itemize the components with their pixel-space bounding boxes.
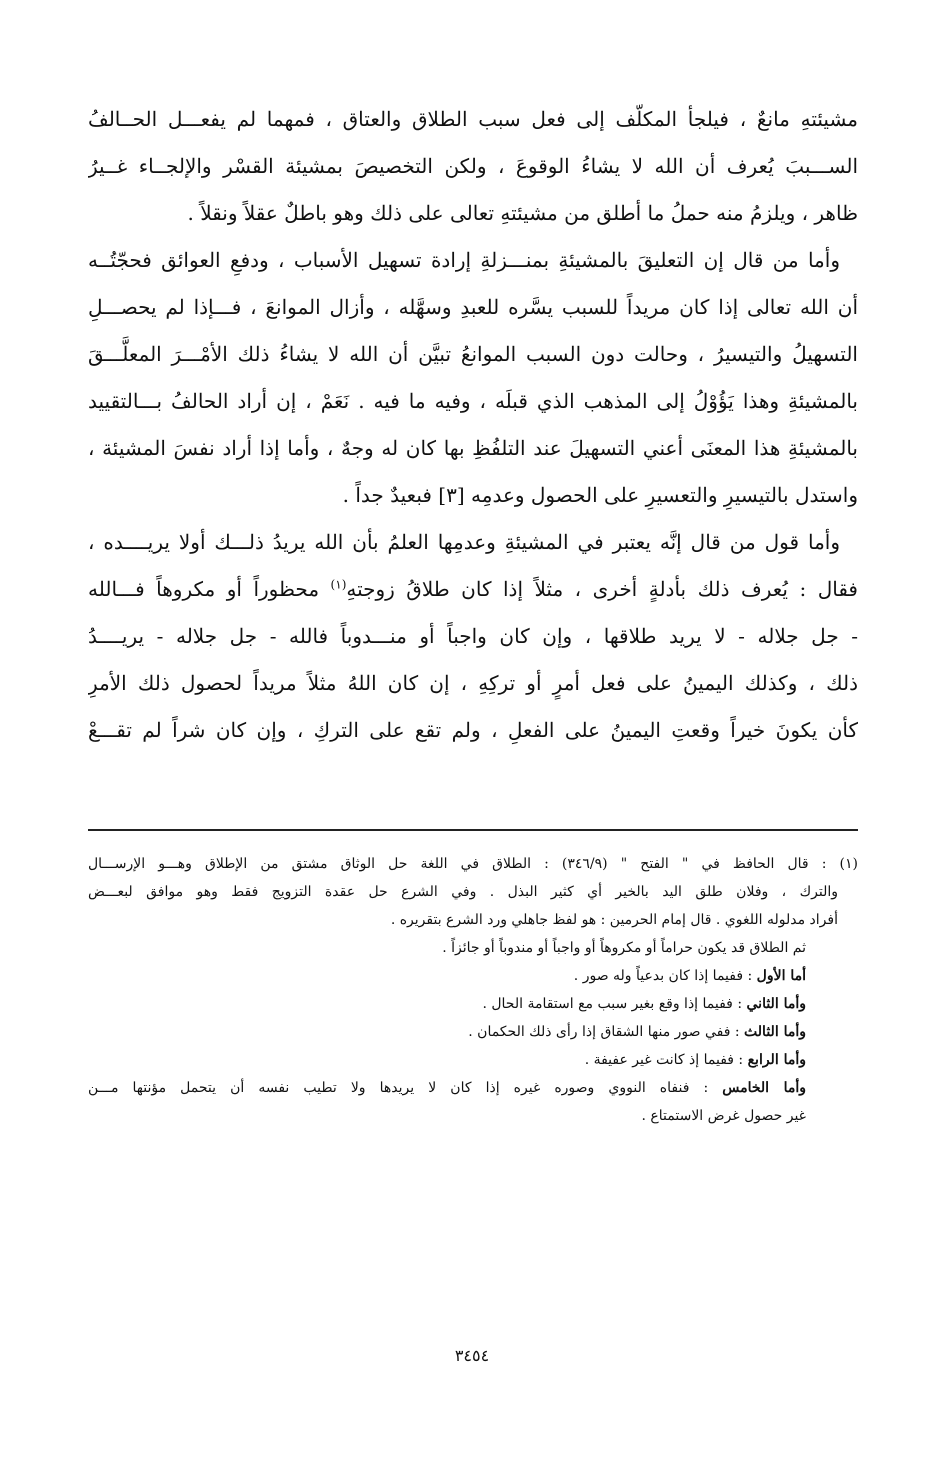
footnote-item xyxy=(88,1074,858,1102)
footnote-line: أفراد مدلوله اللغوي . قال إمام الحرمين : هو لفظ جاهلي ورد الشرع بتقريره . xyxy=(390,912,838,928)
page-number: ٣٤٥٤ xyxy=(454,1346,490,1365)
text-line: مشيئتهِ مانعٌ ، فيلجأ المكلّف إلى فعل سبب الطلاق والعتاق ، فمهما لم يفعـــل الحــالفُ xyxy=(88,107,858,131)
text-line: وأما من قال إن التعليقَ بالمشيئةِ بمنـــزلةِ إرادة تسهيل الأسباب ، ودفعِ العوائق فحجّتُــه xyxy=(88,248,840,272)
text-line: كأن يكونَ خيراً وقعتِ اليمينُ على الفعلِ ، ولم تقع على التركِ ، وإن كان شراً لم تقـــعْ xyxy=(88,718,858,742)
text-line: التسهيلُ والتيسيرُ ، وحالت دون السبب الموانعُ تبيَّن أن الله لا يشاءُ ذلك الأمْـــرَ المعلَّـــقَ xyxy=(88,342,858,366)
footnote-line: والترك ، وفلان طلق اليد بالخير أي كثير البذل . وفي الشرع حل عقدة التزويج فقط وهو موافق لبعـــض xyxy=(88,884,838,900)
main-text-block xyxy=(88,96,858,754)
text-segment: فقال : يُعرف ذلك بأدلةٍ أخرى ، مثلاً إذا كان طلاقُ زوجتهِ xyxy=(346,577,858,601)
text-line: الســـببَ يُعرف أن الله لا يشاءُ الوقوعَ ، ولكن التخصيصَ بمشيئة القسْر والإلجــاء غــيرُ xyxy=(88,154,858,178)
footnote-item xyxy=(88,1018,858,1046)
text-line: ظاهر ، ويلزمُ منه حملُ ما أطلق من مشيئتهِ تعالى على ذلك وهو باطلٌ عقلاً ونقلاً . xyxy=(187,201,858,225)
footnote-line: ثم الطلاق قد يكون حراماً أو مكروهاً أو واجباً أو مندوباً أو جائزاً . xyxy=(442,940,806,956)
footnote-line: (١) : قال الحافظ في " الفتح " (٣٤٦/٩) : الطلاق في اللغة حل الوثاق مشتق من الإطلاق وهـــو الإرســـال xyxy=(88,856,858,872)
text-line: واستدل بالتيسيرِ والتعسيرِ على الحصول وعدمِه [٣] فبعيدٌ جداً . xyxy=(342,483,858,507)
text-line: - جل جلاله - لا يريد طلاقها ، وإن كان واجباً أو منـــدوباً فالله - جل جلاله - يريــــدُ xyxy=(88,624,858,648)
text-line: وأما قول من قال إنَّه يعتبر في المشيئةِ وعدمِها العلمُ بأن الله يريدُ ذلـــك أولا يريــــده ، xyxy=(88,530,840,554)
footnote-item-text: : ففيما إذ كانت غير عفيفة . xyxy=(584,1052,748,1068)
footnote-item-text: : ففيما إذا كان بدعياً وله صور . xyxy=(573,968,757,984)
footnote-item-text: : ففي صور منها الشقاق إذا رأى ذلك الحكمان . xyxy=(468,1024,745,1040)
text-line: ذلك ، وكذلك اليمينُ على فعل أمرٍ أو تركِهِ ، إن كان اللهُ مثلاً مريداً لحصول ذلك الأمرِ xyxy=(88,671,858,695)
footnote-divider xyxy=(88,829,858,831)
footnote-item-label: وأما الثالث xyxy=(744,1024,806,1040)
footnote-item-label: أما الأول xyxy=(756,968,806,984)
footnote-item-label: وأما الرابع xyxy=(747,1052,806,1068)
text-line: أن الله تعالى إذا كان مريداً للسبب يسَّره للعبدِ وسهَّله ، وأزال الموانعَ ، فـــإذا لم يحصـــلِ xyxy=(88,295,858,319)
footnote-item-label: وأما الثاني xyxy=(746,996,806,1012)
text-line xyxy=(88,566,858,613)
footnote-item-label: وأما الخامس xyxy=(722,1080,806,1096)
footnotes-block xyxy=(88,850,858,1130)
footnote-line: غير حصول غرض الاستمتاع . xyxy=(641,1108,806,1124)
text-segment: محظوراً أو مكروهاً فـــالله xyxy=(88,577,331,601)
footnote-item xyxy=(88,962,858,990)
text-line: بالمشيئةِ وهذا يَؤُوْلُ إلى المذهب الذي قبلَه ، وفيه ما فيه . نَعَمْ ، إن أراد الحالفُ بـــالتقييد xyxy=(88,389,858,413)
footnote-reference[interactable]: (١) xyxy=(330,577,347,592)
footnote-item xyxy=(88,990,858,1018)
text-line: بالمشيئةِ هذا المعنَى أعني التسهيلَ عند التلفُظِ بها كان له وجهٌ ، وأما إذا أراد نفسَ المشيئة ، xyxy=(88,436,858,460)
footnote-item-text: : ففيما إذا وقع بغير سبب مع استقامة الحال . xyxy=(482,996,747,1012)
footnote-item-text: : فنفاه النووي وصوره غيره إذا كان لا يريدها ولا تطيب نفسه أن يتحمل مؤنتها مـــن xyxy=(88,1080,723,1096)
footnote-item xyxy=(88,1046,858,1074)
